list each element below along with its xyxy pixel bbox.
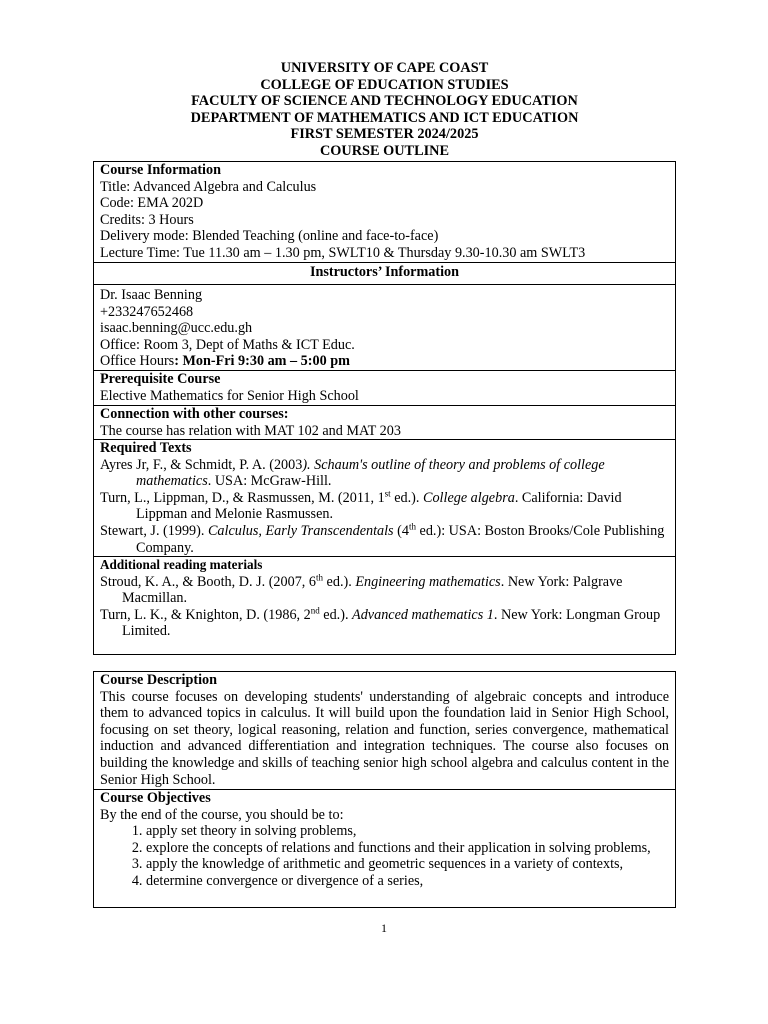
instructor-name: Dr. Isaac Benning xyxy=(100,287,203,303)
document-header xyxy=(93,60,676,159)
objective-item: 4. determine convergence or divergence of a series, xyxy=(146,873,675,890)
required-texts-cell xyxy=(94,439,675,556)
additional-reading-cell xyxy=(94,556,675,640)
course-info-table xyxy=(93,161,676,655)
required-text-2: Turn, L., Lippman, D., & Rasmussen, M. (2011, 1st ed.). College algebra. California: David Lippman and Melonie Rasmussen. xyxy=(100,488,622,523)
semester: FIRST SEMESTER 2024/2025 xyxy=(290,126,479,142)
additional-reading-2: Turn, L. K., & Knighton, D. (1986, 2nd ed.). Advanced mathematics 1. New York: Longman Group Limited. xyxy=(100,605,661,640)
description-cell xyxy=(94,672,675,789)
university-name: UNIVERSITY OF CAPE COAST xyxy=(280,60,489,76)
course-code: Code: EMA 202D xyxy=(100,195,204,212)
course-title: Title: Advanced Algebra and Calculus xyxy=(100,178,317,195)
objectives-heading: Course Objectives xyxy=(100,790,211,806)
objective-item: 3. apply the knowledge of arithmetic and geometric sequences in a variety of contexts, xyxy=(146,856,675,873)
objectives-intro: By the end of the course, you should be to: xyxy=(100,806,344,823)
course-credits: Credits: 3 Hours xyxy=(100,211,194,228)
lecture-time: Lecture Time: Tue 11.30 am – 1.30 pm, SWLT10 & Thursday 9.30-10.30 am SWLT3 xyxy=(100,244,586,261)
instructor-office: Office: Room 3, Dept of Maths & ICT Educ. xyxy=(100,336,355,353)
page-number: 1 xyxy=(381,921,387,935)
instructors-heading: Instructors’ Information xyxy=(309,264,460,280)
prerequisite-value: Elective Mathematics for Senior High School xyxy=(100,387,359,404)
college-name: COLLEGE OF EDUCATION STUDIES xyxy=(260,76,509,93)
faculty-name: FACULTY OF SCIENCE AND TECHNOLOGY EDUCATION xyxy=(191,93,578,109)
additional-reading-heading: Additional reading materials xyxy=(100,557,263,572)
instructor-phone: +233247652468 xyxy=(100,303,194,320)
required-text-1: Ayres Jr, F., & Schmidt, P. A. (2003). Schaum's outline of theory and problems of college mathematics. USA: McGraw-Hill. xyxy=(100,456,605,490)
course-information-cell xyxy=(94,162,675,262)
objectives-list xyxy=(100,823,675,889)
description-heading: Course Description xyxy=(100,672,218,688)
description-text: This course focuses on developing students' understanding of algebraic concepts and introduce them to advanced topics in calculus. It will build upon the foundation laid in Senior High School, focusing on set theory, logical reasoning, relation and function, series convergence, mathematical induction and advanced differentiation and integration techniques. The course also focuses on building the knowledge and skills of teaching senior high school algebra and calculus content in the Senior High School. xyxy=(100,688,669,788)
objectives-cell xyxy=(94,789,675,890)
course-description-table xyxy=(93,671,676,908)
connection-cell xyxy=(94,405,675,439)
required-text-3: Stewart, J. (1999). Calculus, Early Transcendentals (4th ed.): USA: Boston Brooks/Cole Publishing Company. xyxy=(100,521,665,556)
additional-reading-1: Stroud, K. A., & Booth, D. J. (2007, 6th ed.). Engineering mathematics. New York: Palgrave Macmillan. xyxy=(100,571,623,607)
office-hours-value: : Mon-Fri 9:30 am – 5:00 pm xyxy=(174,353,350,370)
document-title: COURSE OUTLINE xyxy=(319,142,450,159)
office-hours-label: Office Hours xyxy=(100,353,175,370)
connection-value: The course has relation with MAT 102 and MAT 203 xyxy=(100,422,401,439)
prerequisite-cell xyxy=(94,370,675,405)
office-hours xyxy=(100,353,675,370)
instructor-email: isaac.benning@ucc.edu.gh xyxy=(100,320,253,337)
course-information-heading: Course Information xyxy=(100,162,221,178)
required-texts-heading: Required Texts xyxy=(100,440,192,456)
delivery-mode: Delivery mode: Blended Teaching (online and face-to-face) xyxy=(100,228,439,245)
instructors-heading-cell xyxy=(94,262,675,284)
connection-heading: Connection with other courses: xyxy=(100,406,289,422)
department-name: DEPARTMENT OF MATHEMATICS AND ICT EDUCATION xyxy=(190,109,579,126)
objective-item: 2. explore the concepts of relations and functions and their application in solving problems, xyxy=(146,840,675,857)
prerequisite-heading: Prerequisite Course xyxy=(100,371,221,387)
objective-item: 1. apply set theory in solving problems, xyxy=(146,823,675,840)
instructors-cell xyxy=(94,284,675,370)
